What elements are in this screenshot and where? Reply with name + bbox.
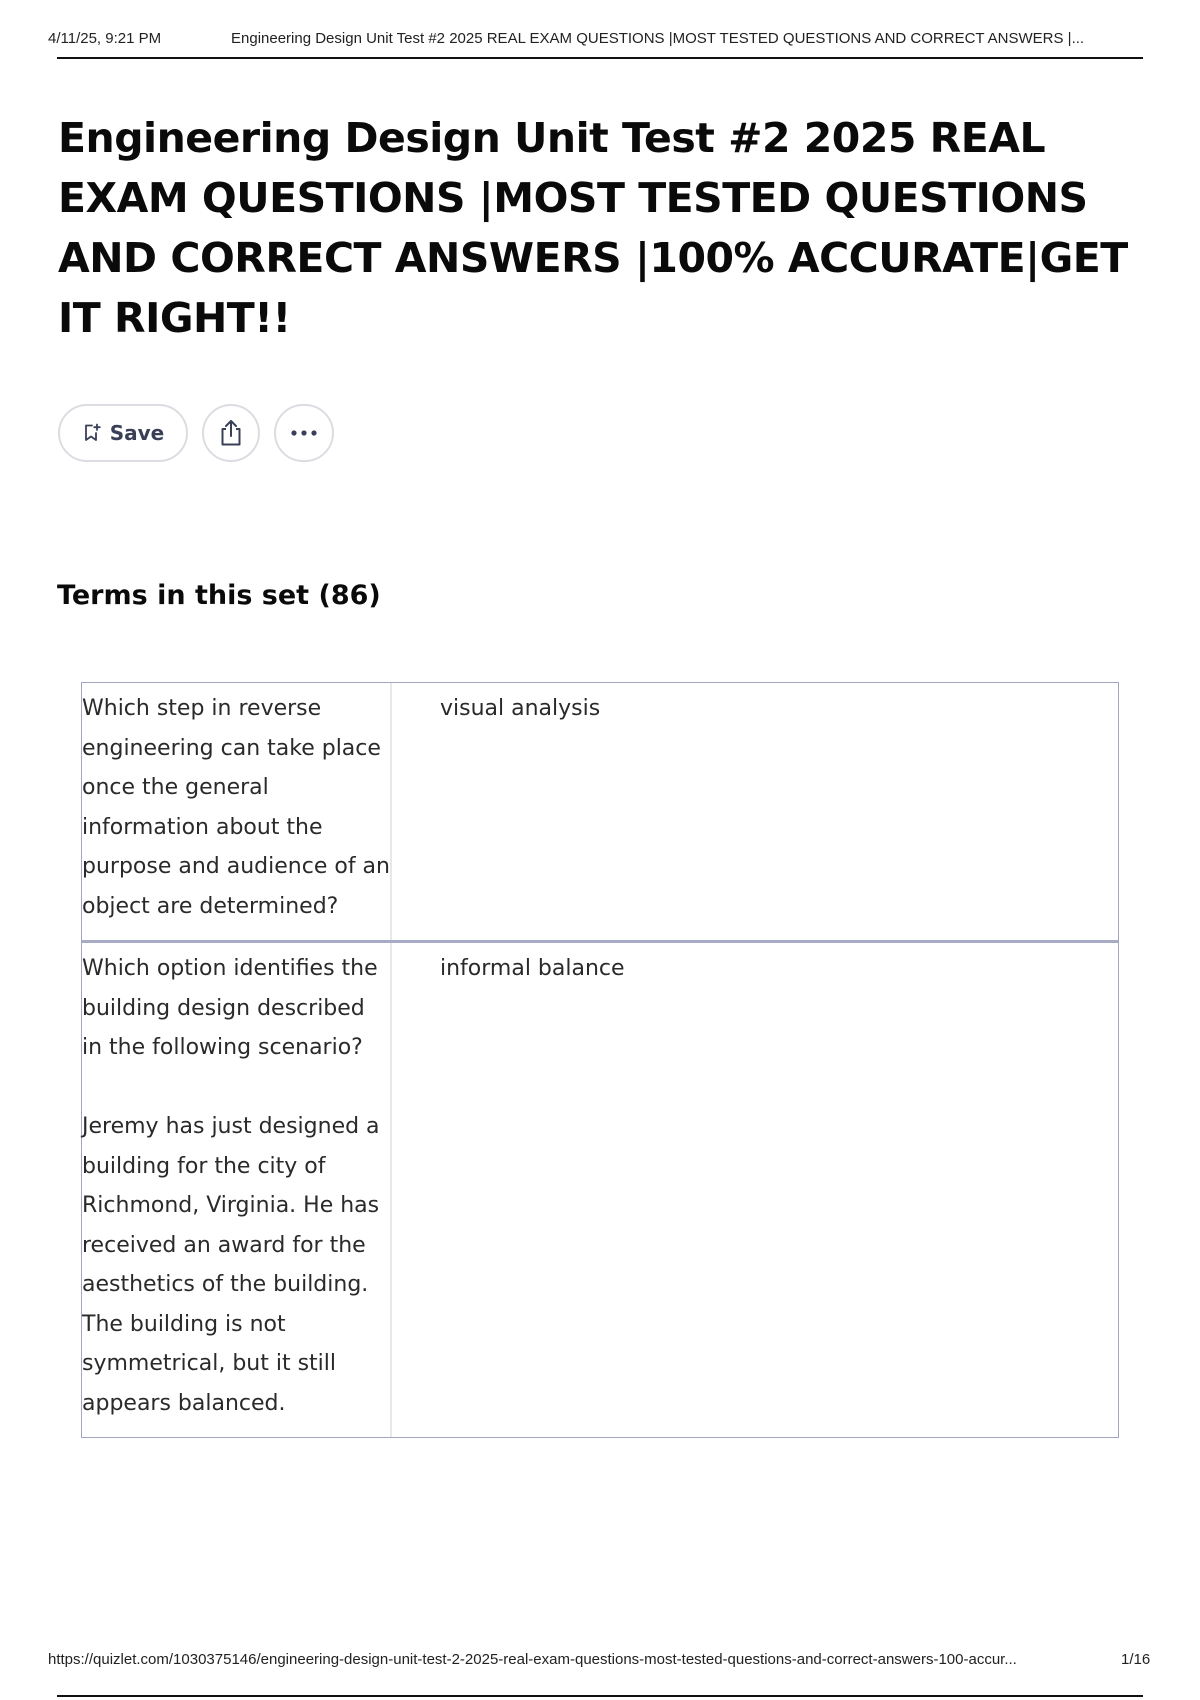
bookmark-add-icon [82,423,102,443]
term-row [82,940,1118,1437]
term-row [82,683,1118,940]
terms-count-heading: Terms in this set (86) [57,580,381,611]
print-date: 4/11/25, 9:21 PM [48,30,162,47]
term-text: Which option identifies the building design described in the following scenario? Jeremy has just designed a building for the city of Richmond, Virginia. He has received an award for the aesthetics of the building. The building is not symmetrical, but it still appears balanced. [82,943,392,1437]
header-divider [57,57,1143,59]
definition-text: informal balance [440,956,625,981]
print-document-title: Engineering Design Unit Test #2 2025 REAL EXAM QUESTIONS |MOST TESTED QUESTIONS AND CORRECT ANSWERS |... [231,30,1085,47]
save-button-label: Save [109,421,165,445]
term-text: Which step in reverse engineering can take place once the general information about the purpose and audience of an object are determined? [82,683,392,940]
footer-divider [57,1695,1143,1697]
share-button[interactable] [202,404,260,462]
more-horizontal-icon [289,429,319,437]
page-url: https://quizlet.com/1030375146/engineering-design-unit-test-2-2025-real-exam-questions-most-tested-questions-and-correct-answers-100-accur... [48,1651,1017,1668]
definition-text: visual analysis [440,696,601,721]
share-icon [217,418,245,448]
page-title: Engineering Design Unit Test #2 2025 REAL EXAM QUESTIONS |MOST TESTED QUESTIONS AND CORRECT ANSWERS |100% ACCURATE|GET IT RIGHT!! [58,114,1128,342]
more-options-button[interactable] [274,404,334,462]
page-number: 1/16 [1121,1651,1151,1668]
terms-table [81,682,1119,1438]
save-button[interactable] [58,404,188,462]
